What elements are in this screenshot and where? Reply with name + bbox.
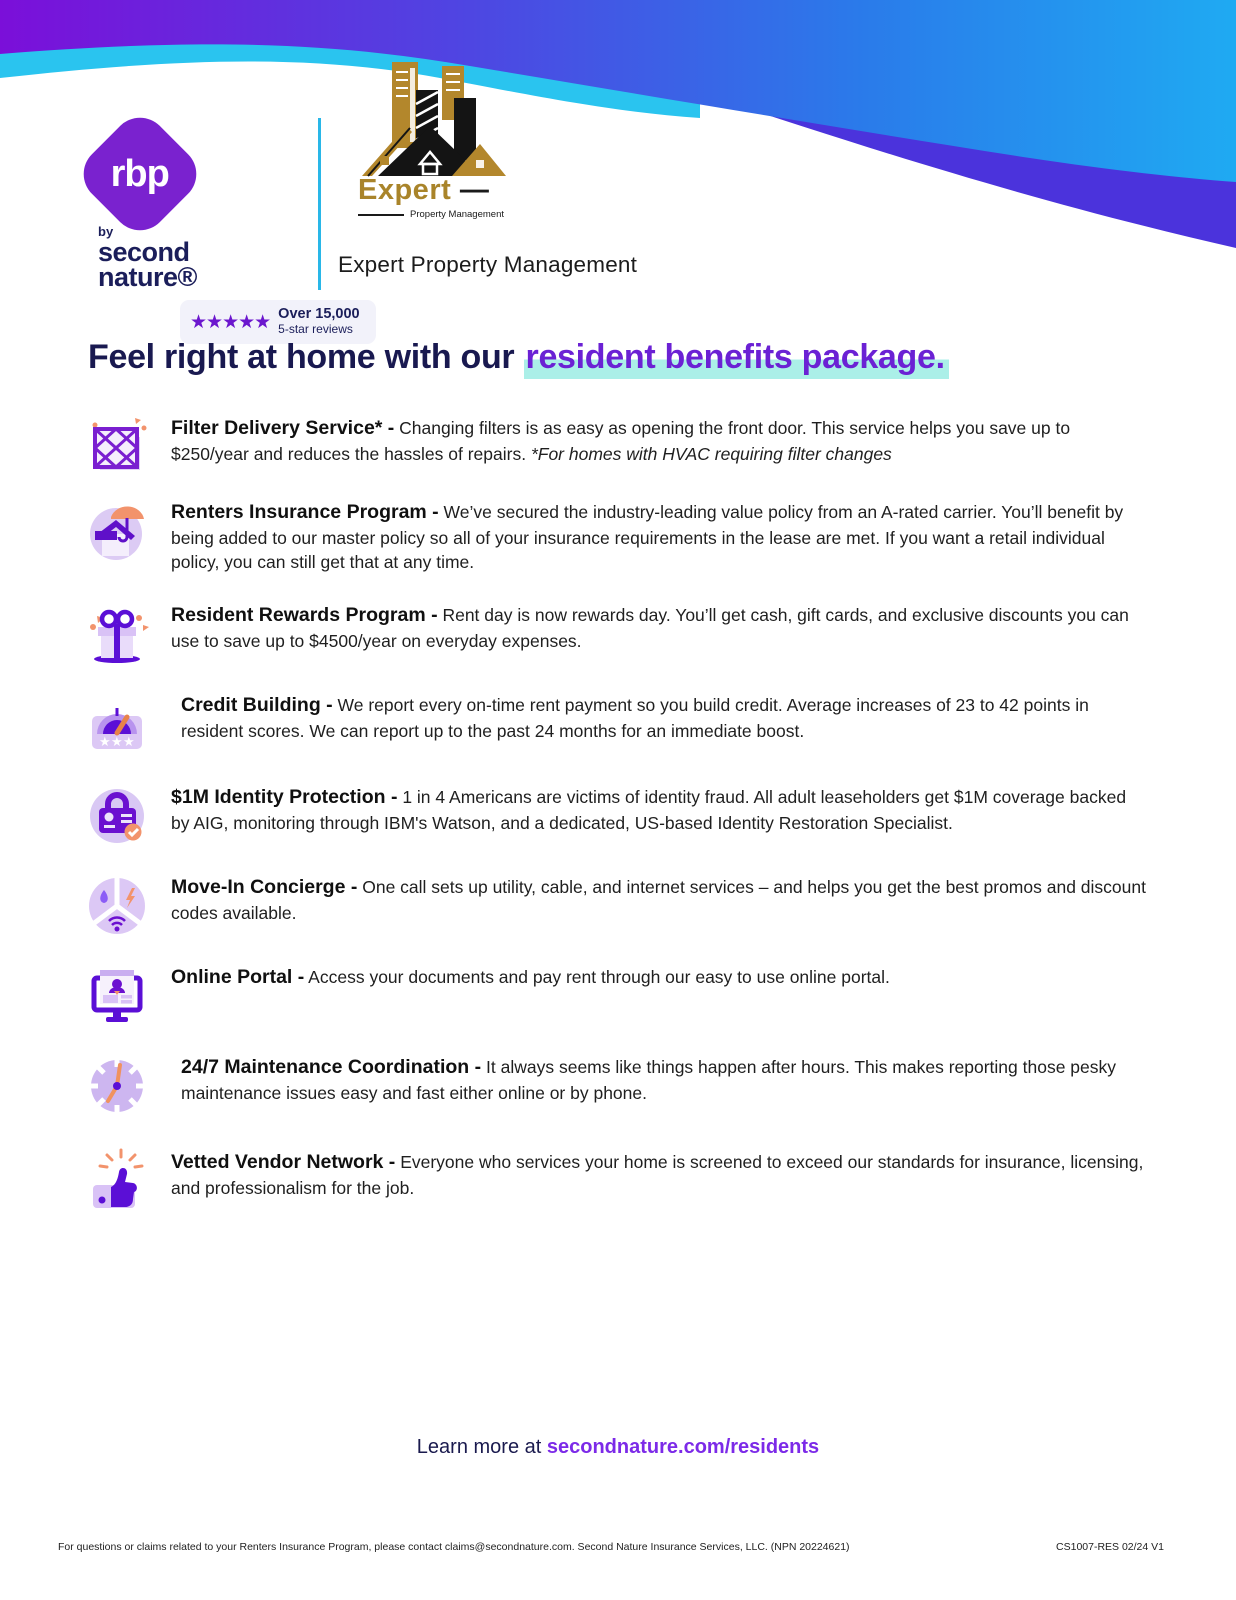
svg-text:★: ★ xyxy=(111,734,123,749)
gift-icon xyxy=(85,600,149,664)
benefit-item-online-portal xyxy=(85,962,1155,1026)
rbp-logo-block xyxy=(88,122,360,337)
benefit-item-renters-insurance xyxy=(85,497,1155,574)
benefit-text: Resident Rewards Program - Rent day is now rewards day. You’ll get cash, gift cards, and exclusive discounts you can use to save up to $4500/year on everyday expenses. xyxy=(171,604,1129,651)
fine-print-right: CS1007-RES 02/24 V1 xyxy=(1056,1541,1164,1553)
benefit-text: $1M Identity Protection - 1 in 4 Americans are victims of identity fraud. All adult leaseholders get $1M coverage backed by AIG, monitoring through IBM's Watson, and a dedicated, US-based Identity Restoration Specialist. xyxy=(171,786,1127,833)
benefit-text: Filter Delivery Service* - Changing filters is as easy as opening the front door. This service helps you save up to $250/year and reduces the hassles of repairs. *For homes with HVAC requiring filter changes xyxy=(171,417,1071,464)
benefit-text: Credit Building - We report every on-time rent payment so you build credit. Average increases of 23 to 42 points in resident scores. We can report up to the past 24 months for an immediate boost. xyxy=(181,694,1089,741)
learn-more-link[interactable]: secondnature.com/residents xyxy=(546,1436,820,1458)
benefit-item-vetted-vendor xyxy=(85,1147,1155,1211)
umbrella-house-icon xyxy=(85,497,149,561)
rbp-logo-text: rbp xyxy=(110,152,170,195)
expert-tagline: Property Management xyxy=(358,209,698,220)
expert-wordmark: Expert — xyxy=(358,174,490,206)
benefit-text: 24/7 Maintenance Coordination - It always seems like things happen after hours. This makes reporting those pesky maintenance issues easy and fast either online or by phone. xyxy=(181,1056,1117,1103)
benefit-text: Move-In Concierge - One call sets up utility, cable, and internet services – and helps you get the best promos and discount codes available. xyxy=(171,876,1146,923)
benefit-item-identity-protection xyxy=(85,782,1155,846)
benefit-title: Credit Building - xyxy=(181,694,333,716)
thumbs-up-icon xyxy=(85,1147,149,1211)
benefit-item-move-in-concierge xyxy=(85,872,1155,936)
benefit-title: Renters Insurance Program - xyxy=(171,501,439,523)
svg-text:★: ★ xyxy=(123,734,135,749)
online-portal-icon xyxy=(85,962,149,1026)
rbp-logo-icon xyxy=(88,122,192,226)
page-title: Feel right at home with our resident benefits package. xyxy=(88,338,949,377)
logo-divider xyxy=(318,118,321,290)
benefit-title: Move-In Concierge - xyxy=(171,876,358,898)
benefit-title: Resident Rewards Program - xyxy=(171,604,438,626)
svg-text:★: ★ xyxy=(99,734,111,749)
fine-print-left: For questions or claims related to your Renters Insurance Program, please contact claims@secondnature.com. Second Nature Insurance Services, LLC. (NPN 20224621) xyxy=(58,1541,850,1553)
benefit-title: Vetted Vendor Network - xyxy=(171,1151,396,1173)
by-second-nature-wordmark: by second nature® xyxy=(98,224,197,292)
filter-icon xyxy=(85,413,149,477)
benefit-text: Vetted Vendor Network - Everyone who services your home is screened to exceed our standards for insurance, licensing, and professionalism for the job. xyxy=(171,1151,1144,1198)
learn-more-line: Learn more at secondnature.com/residents xyxy=(416,1436,820,1458)
credit-gauge-icon xyxy=(85,690,149,754)
expert-buildings-icon xyxy=(356,60,506,178)
benefit-item-credit-building xyxy=(85,690,1155,754)
reviews-count: Over 15,000 xyxy=(278,306,360,323)
utilities-icon xyxy=(85,872,149,936)
benefit-item-resident-rewards xyxy=(85,600,1155,664)
benefit-title: 24/7 Maintenance Coordination - xyxy=(181,1056,482,1078)
expert-logo-block xyxy=(338,60,698,220)
id-card-lock-icon xyxy=(85,782,149,846)
benefit-title: $1M Identity Protection - xyxy=(171,786,398,808)
benefit-text: Renters Insurance Program - We’ve secured the industry-leading value policy from an A-rated carrier. You’ll benefit by being added to our master policy so all of your insurance requirements in the lease are met. If you want a retail individual policy, you can still get that at any time. xyxy=(171,501,1124,573)
benefit-title: Online Portal - xyxy=(171,966,305,988)
benefit-note: *For homes with HVAC requiring filter changes xyxy=(530,443,892,464)
benefit-item-filter-delivery xyxy=(85,413,1155,477)
page-title-highlight: resident benefits package. xyxy=(524,338,949,379)
logo-row xyxy=(0,60,1236,337)
benefit-title: Filter Delivery Service* - xyxy=(171,417,395,439)
benefit-item-maintenance xyxy=(85,1052,1155,1116)
five-star-icon: ★★★★★ xyxy=(190,311,271,333)
clock-icon xyxy=(85,1052,149,1116)
benefit-text: Online Portal - Access your documents and pay rent through our easy to use online portal. xyxy=(171,966,890,988)
reviews-label: 5-star reviews xyxy=(278,322,353,337)
partner-name: Expert Property Management xyxy=(338,252,638,277)
